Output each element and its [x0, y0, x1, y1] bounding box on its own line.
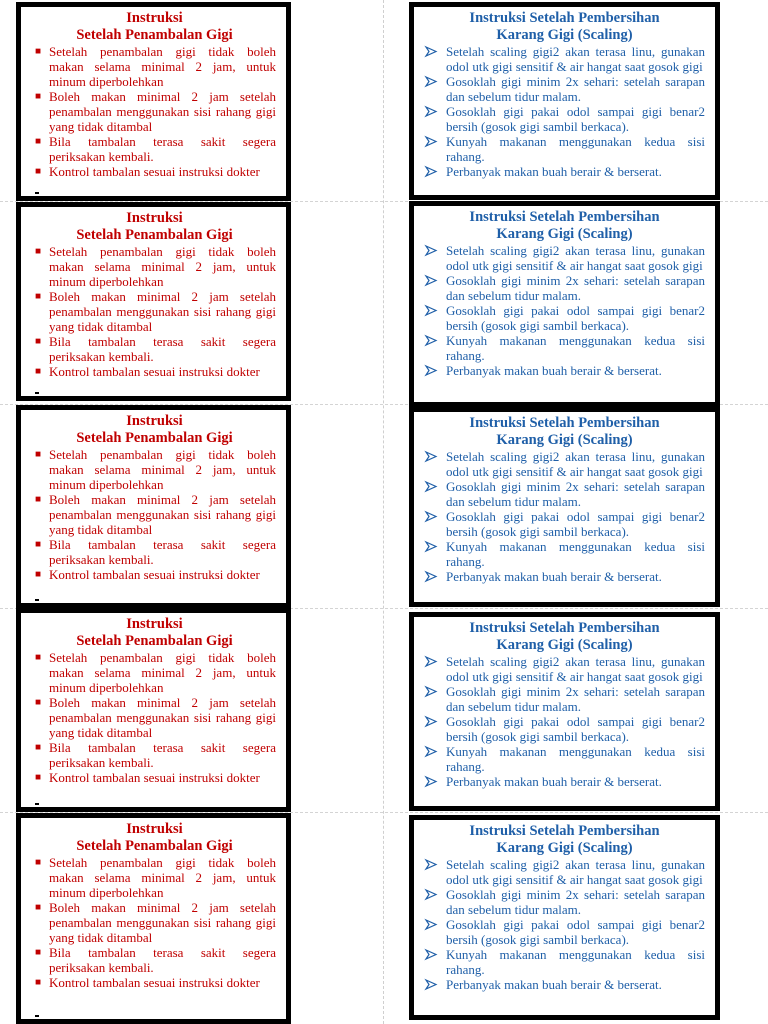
list-item: ■ Kontrol tambalan sesuai instruksi dokter: [35, 364, 260, 379]
title-line-1: Instruksi: [126, 413, 183, 429]
title-line-2: Setelah Penambalan Gigi: [76, 227, 233, 243]
square-bullet-icon: ■: [35, 652, 42, 663]
card-title: [424, 10, 705, 44]
card-title: [33, 413, 276, 447]
list-item: ■ Setelah penambalan gigi tidak boleh makan selama minimal 2 jam, untuk minum diperbolehkan: [35, 855, 276, 900]
card-title: [33, 821, 276, 855]
instruction-list: [33, 855, 276, 990]
square-bullet-icon: ■: [35, 246, 42, 257]
list-item: ■ Kontrol tambalan sesuai instruksi dokter: [35, 975, 260, 990]
list-item: ■ Bila tambalan terasa sakit segera periksakan kembali.: [35, 740, 276, 770]
square-bullet-icon: ■: [35, 569, 42, 580]
list-item: Perbanyak makan buah berair & berserat.: [424, 977, 705, 992]
list-item: Kunyah makanan menggunakan kedua sisi rahang.: [424, 539, 705, 569]
square-bullet-icon: ■: [35, 494, 42, 505]
list-item: ■ Setelah penambalan gigi tidak boleh makan selama minimal 2 jam, untuk minum diperbolehkan: [35, 650, 276, 695]
filling-instruction-card: [16, 2, 291, 201]
title-line-1: Instruksi Setelah Pembersihan: [469, 10, 660, 26]
instruction-list: [33, 650, 276, 785]
list-item: ■ Kontrol tambalan sesuai instruksi dokter: [35, 770, 260, 785]
filling-instruction-card: [16, 202, 291, 401]
list-item: ■ Setelah penambalan gigi tidak boleh makan selama minimal 2 jam, untuk minum diperbolehkan: [35, 44, 276, 89]
card-title: [33, 10, 276, 44]
arrow-bullet-icon: [424, 569, 438, 584]
list-item: Setelah scaling gigi2 akan terasa linu, gunakan odol utk gigi sensitif & air hangat saat gosok gigi: [424, 243, 705, 273]
title-line-2: Setelah Penambalan Gigi: [76, 430, 233, 446]
arrow-bullet-icon: [424, 714, 438, 729]
list-item: Gosoklah gigi minim 2x sehari: setelah sarapan dan sebelum tidur malam.: [424, 887, 705, 917]
square-bullet-icon: ■: [35, 772, 42, 783]
list-item: ■ Boleh makan minimal 2 jam setelah penambalan menggunakan sisi rahang gigi yang tidak ditambal: [35, 695, 276, 740]
filling-instruction-card: [16, 608, 291, 812]
list-item: ■ Bila tambalan terasa sakit segera periksakan kembali.: [35, 134, 276, 164]
arrow-bullet-icon: [424, 333, 438, 348]
list-item: Gosoklah gigi minim 2x sehari: setelah sarapan dan sebelum tidur malam.: [424, 479, 705, 509]
list-item: ■ Boleh makan minimal 2 jam setelah penambalan menggunakan sisi rahang gigi yang tidak ditambal: [35, 289, 276, 334]
list-item: ■ Setelah penambalan gigi tidak boleh makan selama minimal 2 jam, untuk minum diperbolehkan: [35, 244, 276, 289]
title-line-2: Karang Gigi (Scaling): [496, 840, 633, 856]
arrow-bullet-icon: [424, 449, 438, 464]
dash-mark: [35, 192, 39, 194]
card-title: [424, 823, 705, 857]
list-item: Setelah scaling gigi2 akan terasa linu, gunakan odol utk gigi sensitif & air hangat saat gosok gigi: [424, 857, 705, 887]
arrow-bullet-icon: [424, 539, 438, 554]
list-item: ■ Kontrol tambalan sesuai instruksi dokter: [35, 164, 260, 179]
list-item: Setelah scaling gigi2 akan terasa linu, gunakan odol utk gigi sensitif & air hangat saat gosok gigi: [424, 44, 705, 74]
arrow-bullet-icon: [424, 509, 438, 524]
title-line-2: Karang Gigi (Scaling): [496, 637, 633, 653]
square-bullet-icon: ■: [35, 977, 42, 988]
arrow-bullet-icon: [424, 977, 438, 992]
scaling-instruction-card: [409, 2, 720, 200]
list-item: ■ Boleh makan minimal 2 jam setelah penambalan menggunakan sisi rahang gigi yang tidak ditambal: [35, 900, 276, 945]
arrow-bullet-icon: [424, 917, 438, 932]
title-line-1: Instruksi: [126, 10, 183, 26]
list-item: Gosoklah gigi minim 2x sehari: setelah sarapan dan sebelum tidur malam.: [424, 684, 705, 714]
list-item: ■ Boleh makan minimal 2 jam setelah penambalan menggunakan sisi rahang gigi yang tidak ditambal: [35, 89, 276, 134]
title-line-1: Instruksi Setelah Pembersihan: [469, 415, 660, 431]
list-item: ■ Kontrol tambalan sesuai instruksi dokter: [35, 567, 260, 582]
scaling-instruction-card: [409, 407, 720, 607]
scaling-instruction-card: [409, 201, 720, 407]
list-item: Gosoklah gigi pakai odol sampai gigi benar2 bersih (gosok gigi sambil berkaca).: [424, 509, 705, 539]
square-bullet-icon: ■: [35, 336, 42, 347]
list-item: Kunyah makanan menggunakan kedua sisi rahang.: [424, 134, 705, 164]
square-bullet-icon: ■: [35, 902, 42, 913]
arrow-bullet-icon: [424, 134, 438, 149]
square-bullet-icon: ■: [35, 366, 42, 377]
instruction-list: [424, 243, 705, 378]
title-line-1: Instruksi Setelah Pembersihan: [469, 620, 660, 636]
list-item: Gosoklah gigi pakai odol sampai gigi benar2 bersih (gosok gigi sambil berkaca).: [424, 104, 705, 134]
card-title: [424, 620, 705, 654]
title-line-2: Setelah Penambalan Gigi: [76, 838, 233, 854]
list-item: Gosoklah gigi pakai odol sampai gigi benar2 bersih (gosok gigi sambil berkaca).: [424, 303, 705, 333]
arrow-bullet-icon: [424, 744, 438, 759]
filling-instruction-card: [16, 405, 291, 608]
square-bullet-icon: ■: [35, 539, 42, 550]
list-item: Setelah scaling gigi2 akan terasa linu, gunakan odol utk gigi sensitif & air hangat saat gosok gigi: [424, 654, 705, 684]
square-bullet-icon: ■: [35, 947, 42, 958]
dash-mark: [35, 599, 39, 601]
list-item: ■ Bila tambalan terasa sakit segera periksakan kembali.: [35, 334, 276, 364]
list-item: Perbanyak makan buah berair & berserat.: [424, 363, 705, 378]
instruction-list: [424, 654, 705, 789]
dash-mark: [35, 392, 39, 394]
title-line-1: Instruksi: [126, 821, 183, 837]
list-item: ■ Setelah penambalan gigi tidak boleh makan selama minimal 2 jam, untuk minum diperbolehkan: [35, 447, 276, 492]
list-item: Kunyah makanan menggunakan kedua sisi rahang.: [424, 947, 705, 977]
arrow-bullet-icon: [424, 887, 438, 902]
scaling-instruction-card: [409, 815, 720, 1020]
list-item: Kunyah makanan menggunakan kedua sisi rahang.: [424, 744, 705, 774]
arrow-bullet-icon: [424, 44, 438, 59]
instruction-list: [424, 44, 705, 179]
square-bullet-icon: ■: [35, 166, 42, 177]
list-item: Perbanyak makan buah berair & berserat.: [424, 164, 705, 179]
card-title: [424, 415, 705, 449]
list-item: ■ Bila tambalan terasa sakit segera periksakan kembali.: [35, 945, 276, 975]
square-bullet-icon: ■: [35, 449, 42, 460]
square-bullet-icon: ■: [35, 291, 42, 302]
list-item: Gosoklah gigi minim 2x sehari: setelah sarapan dan sebelum tidur malam.: [424, 273, 705, 303]
vertical-cut-guide: [383, 0, 384, 1024]
list-item: Gosoklah gigi pakai odol sampai gigi benar2 bersih (gosok gigi sambil berkaca).: [424, 917, 705, 947]
arrow-bullet-icon: [424, 857, 438, 872]
list-item: Gosoklah gigi minim 2x sehari: setelah sarapan dan sebelum tidur malam.: [424, 74, 705, 104]
arrow-bullet-icon: [424, 947, 438, 962]
dash-mark: [35, 803, 39, 805]
square-bullet-icon: ■: [35, 742, 42, 753]
title-line-1: Instruksi: [126, 210, 183, 226]
list-item: Perbanyak makan buah berair & berserat.: [424, 774, 705, 789]
square-bullet-icon: ■: [35, 697, 42, 708]
arrow-bullet-icon: [424, 684, 438, 699]
arrow-bullet-icon: [424, 74, 438, 89]
instruction-list: [424, 449, 705, 584]
title-line-2: Karang Gigi (Scaling): [496, 27, 633, 43]
instruction-list: [33, 44, 276, 179]
arrow-bullet-icon: [424, 479, 438, 494]
square-bullet-icon: ■: [35, 136, 42, 147]
list-item: Perbanyak makan buah berair & berserat.: [424, 569, 705, 584]
square-bullet-icon: ■: [35, 91, 42, 102]
scaling-instruction-card: [409, 612, 720, 811]
title-line-2: Setelah Penambalan Gigi: [76, 27, 233, 43]
instruction-list: [424, 857, 705, 992]
arrow-bullet-icon: [424, 654, 438, 669]
title-line-1: Instruksi Setelah Pembersihan: [469, 823, 660, 839]
arrow-bullet-icon: [424, 303, 438, 318]
dash-mark: [35, 1015, 39, 1017]
title-line-2: Karang Gigi (Scaling): [496, 226, 633, 242]
list-item: Gosoklah gigi pakai odol sampai gigi benar2 bersih (gosok gigi sambil berkaca).: [424, 714, 705, 744]
list-item: ■ Boleh makan minimal 2 jam setelah penambalan menggunakan sisi rahang gigi yang tidak ditambal: [35, 492, 276, 537]
instruction-list: [33, 244, 276, 379]
list-item: Setelah scaling gigi2 akan terasa linu, gunakan odol utk gigi sensitif & air hangat saat gosok gigi: [424, 449, 705, 479]
card-title: [33, 210, 276, 244]
arrow-bullet-icon: [424, 243, 438, 258]
square-bullet-icon: ■: [35, 46, 42, 57]
instruction-list: [33, 447, 276, 582]
arrow-bullet-icon: [424, 774, 438, 789]
list-item: ■ Bila tambalan terasa sakit segera periksakan kembali.: [35, 537, 276, 567]
card-title: [424, 209, 705, 243]
title-line-2: Setelah Penambalan Gigi: [76, 633, 233, 649]
filling-instruction-card: [16, 813, 291, 1024]
list-item: Kunyah makanan menggunakan kedua sisi rahang.: [424, 333, 705, 363]
card-title: [33, 616, 276, 650]
title-line-1: Instruksi: [126, 616, 183, 632]
arrow-bullet-icon: [424, 273, 438, 288]
arrow-bullet-icon: [424, 164, 438, 179]
arrow-bullet-icon: [424, 104, 438, 119]
title-line-2: Karang Gigi (Scaling): [496, 432, 633, 448]
square-bullet-icon: ■: [35, 857, 42, 868]
title-line-1: Instruksi Setelah Pembersihan: [469, 209, 660, 225]
arrow-bullet-icon: [424, 363, 438, 378]
